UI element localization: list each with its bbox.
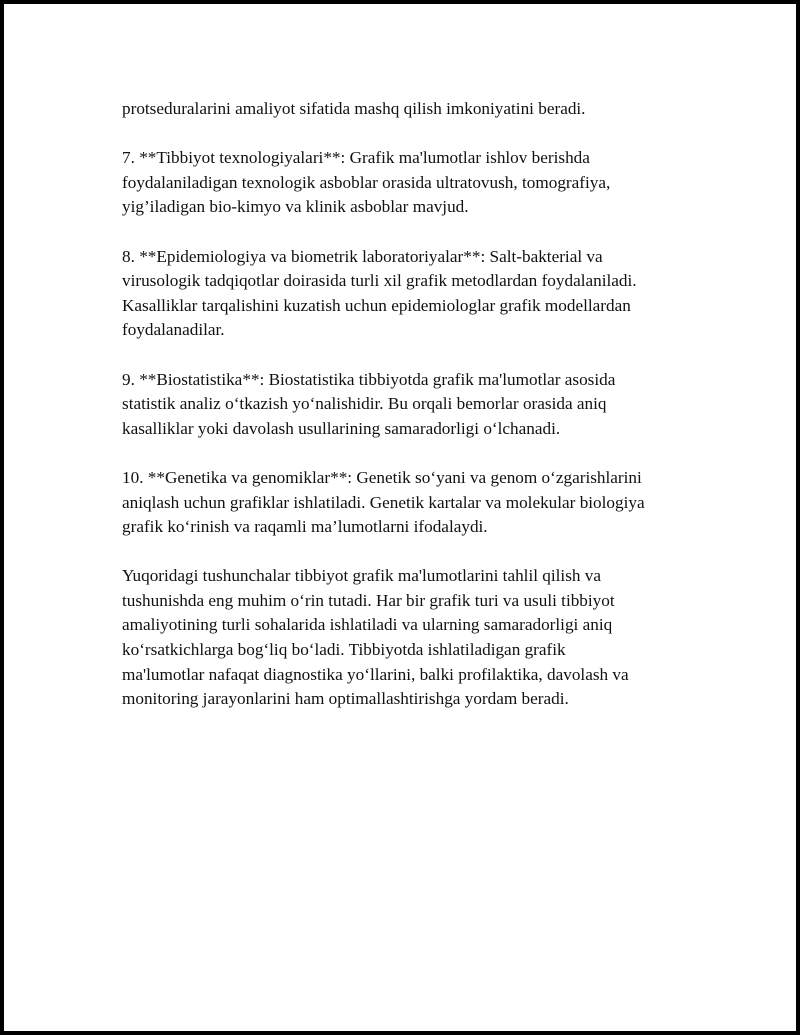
document-body	[122, 97, 694, 736]
paragraph-conclusion: Yuqoridagi tushunchalar tibbiyot grafik ma'lumotlarini tahlil qilish va tushunishda eng muhim o‘rin tutadi. Har bir grafik turi va usuli tibbiyot amaliyotining turli sohalarida ishlatiladi va ularning samaradorligi aniq ko‘rsatkichlarga bog‘liq bo‘ladi. Tibbiyotda ishlatiladigan grafik ma'lumotlar nafaqat diagnostika yo‘llarini, balki profilaktika, davolash va monitoring jarayonlarini ham optimallashtirishga yordam beradi.	[122, 566, 629, 709]
paragraph-continuation: protseduralarini amaliyot sifatida mashq qilish imkoniyatini beradi.	[122, 99, 586, 118]
paragraph-item-7: 7. **Tibbiyot texnologiyalari**: Grafik ma'lumotlar ishlov berishda foydalaniladigan texnologik asboblar orasida ultratovush, tomografiya, yig’iladigan bio-kimyo va klinik asboblar mavjud.	[122, 148, 611, 217]
paragraph-item-9: 9. **Biostatistika**: Biostatistika tibbiyotda grafik ma'lumotlar asosida statistik analiz o‘tkazish yo‘nalishidir. Bu orqali bemorlar orasida aniq kasalliklar yoki davolash usullarining samaradorligi o‘lchanadi.	[122, 369, 616, 438]
paragraph-item-8: 8. **Epidemiologiya va biometrik laboratoriyalar**: Salt-bakterial va virusologik tadqiqotlar doirasida turli xil grafik metodlardan foydalaniladi. Kasalliklar tarqalishini kuzatish uchun epidemiologlar grafik modellardan foydalanadilar.	[122, 246, 637, 340]
paragraph-item-10: 10. **Genetika va genomiklar**: Genetik so‘yani va genom o‘zgarishlarini aniqlash uchun grafiklar ishlatiladi. Genetik kartalar va molekular biologiya grafik ko‘rinish va raqamli ma’lumotlarni ifodalaydi.	[122, 467, 645, 537]
